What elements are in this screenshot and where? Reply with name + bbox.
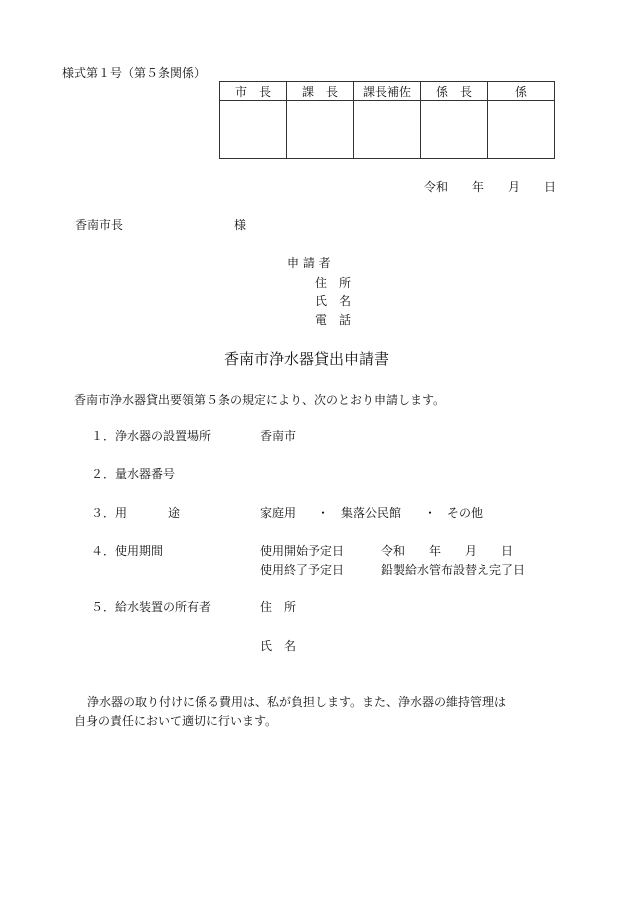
usage-option-household: 家庭用	[260, 506, 297, 520]
applicant-phone-label: 電 話	[315, 313, 352, 327]
applicant-address-label: 住 所	[315, 276, 352, 290]
addressee: 香南市長	[75, 218, 124, 232]
approval-header-subsection-chief: 係 長	[421, 82, 488, 101]
approval-header-section-chief: 課 長	[287, 82, 354, 101]
intro-text: 香南市浄水器貸出要領第５条の規定により、次のとおり申請します。	[74, 393, 446, 407]
date-line: 令和 年 月 日	[424, 180, 557, 194]
approval-header-deputy-chief: 課長補佐	[354, 82, 421, 101]
item-meter-label: ２．量水器番号	[91, 467, 176, 481]
item-usage-label: ３．用	[91, 506, 128, 520]
footer-line-1: 浄水器の取り付けに係る費用は、私が負担します。また、浄水器の維持管理は	[87, 695, 507, 709]
owner-address-label: 住 所	[260, 600, 297, 614]
usage-separator: ・	[317, 506, 330, 520]
footer-line-2: 自身の責任において適切に行います。	[74, 714, 278, 728]
applicant-label: 申 請 者	[287, 256, 331, 270]
approval-stamp-box	[220, 101, 287, 159]
honorific: 様	[234, 218, 247, 232]
owner-name-label: 氏 名	[260, 639, 297, 653]
period-end-value: 鉛製給水管布設替え完了日	[381, 563, 526, 577]
item-location-label: １．浄水器の設置場所	[91, 429, 212, 443]
page-title: 香南市浄水器貸出申請書	[224, 350, 390, 368]
approval-stamp-box	[421, 101, 488, 159]
item-period-label: ４．使用期間	[91, 544, 164, 558]
usage-option-community-hall: 集落公民館	[341, 506, 402, 520]
approval-stamp-box	[287, 101, 354, 159]
item-usage-label-end: 途	[168, 506, 181, 520]
item-location-value: 香南市	[260, 429, 297, 443]
approval-stamp-box	[488, 101, 555, 159]
period-end-label: 使用終了予定日	[260, 563, 345, 577]
form-number: 様式第１号（第５条関係）	[62, 66, 207, 80]
usage-option-other: その他	[447, 506, 484, 520]
period-start-value: 令和 年 月 日	[381, 544, 514, 558]
applicant-name-label: 氏 名	[315, 294, 352, 308]
approval-header-mayor: 市 長	[220, 82, 287, 101]
approval-stamp-table	[219, 81, 555, 159]
approval-header-staff: 係	[488, 82, 555, 101]
usage-separator: ・	[424, 506, 437, 520]
item-owner-label: ５．給水装置の所有者	[91, 600, 212, 614]
period-start-label: 使用開始予定日	[260, 544, 345, 558]
approval-stamp-box	[354, 101, 421, 159]
